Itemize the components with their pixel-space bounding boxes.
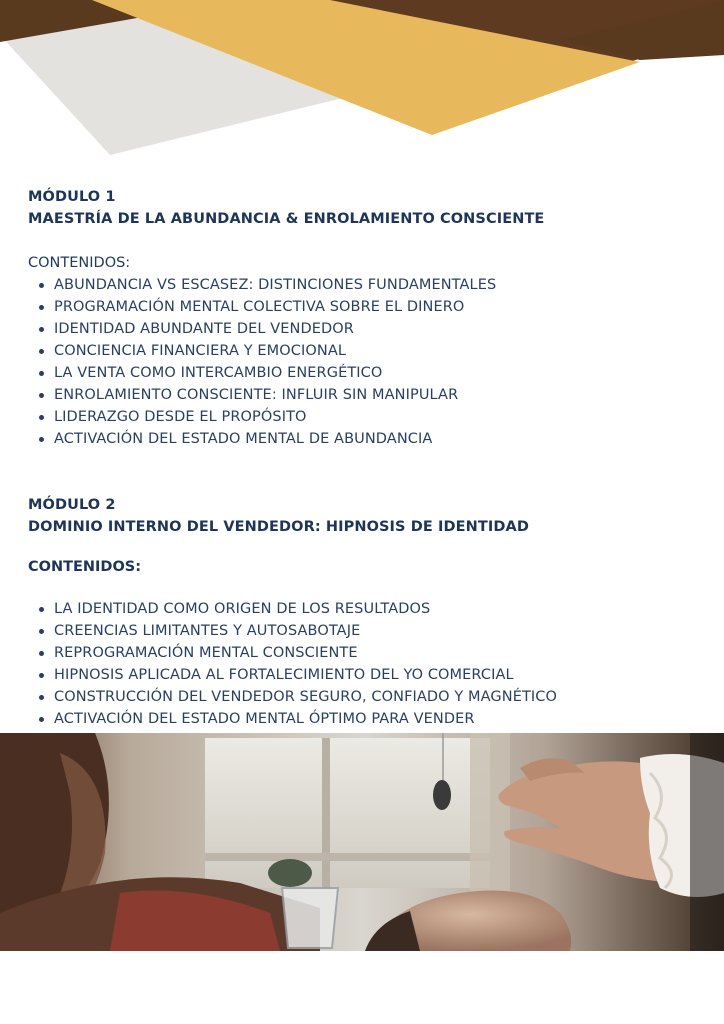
list-item: IDENTIDAD ABUNDANTE DEL VENDEDOR (54, 318, 708, 340)
list-item: LA IDENTIDAD COMO ORIGEN DE LOS RESULTADOS (54, 598, 708, 620)
list-item: LIDERAZGO DESDE EL PROPÓSITO (54, 406, 708, 428)
module-1-contents-list (28, 274, 708, 450)
module-2-label: MÓDULO 2 (28, 497, 116, 513)
module-1-contents-label: CONTENIDOS: (28, 255, 131, 271)
module-1-label: MÓDULO 1 (28, 189, 116, 205)
module-2-contents-label: CONTENIDOS: (28, 559, 142, 575)
list-item: LA VENTA COMO INTERCAMBIO ENERGÉTICO (54, 362, 708, 384)
list-item: ACTIVACIÓN DEL ESTADO MENTAL DE ABUNDANCIA (54, 428, 708, 450)
module-1 (28, 186, 708, 450)
list-item: ENROLAMIENTO CONSCIENTE: INFLUIR SIN MANIPULAR (54, 384, 708, 406)
list-item: ABUNDANCIA VS ESCASEZ: DISTINCIONES FUNDAMENTALES (54, 274, 708, 296)
module-2-title: DOMINIO INTERNO DEL VENDEDOR: HIPNOSIS DE IDENTIDAD (28, 519, 529, 535)
list-item: CREENCIAS LIMITANTES Y AUTOSABOTAJE (54, 620, 708, 642)
module-2-contents-list (28, 598, 708, 730)
list-item: CONSTRUCCIÓN DEL VENDEDOR SEGURO, CONFIADO Y MAGNÉTICO (54, 686, 708, 708)
course-content (28, 186, 708, 730)
list-item: CONCIENCIA FINANCIERA Y EMOCIONAL (54, 340, 708, 362)
decorative-header-banner (0, 0, 724, 160)
list-item: HIPNOSIS APLICADA AL FORTALECIMIENTO DEL YO COMERCIAL (54, 664, 708, 686)
module-2 (28, 494, 708, 730)
list-item: PROGRAMACIÓN MENTAL COLECTIVA SOBRE EL DINERO (54, 296, 708, 318)
module-1-title: MAESTRÍA DE LA ABUNDANCIA & ENROLAMIENTO CONSCIENTE (28, 211, 545, 227)
list-item: REPROGRAMACIÓN MENTAL CONSCIENTE (54, 642, 708, 664)
hypnosis-session-photo (0, 733, 724, 951)
list-item: ACTIVACIÓN DEL ESTADO MENTAL ÓPTIMO PARA VENDER (54, 708, 708, 730)
